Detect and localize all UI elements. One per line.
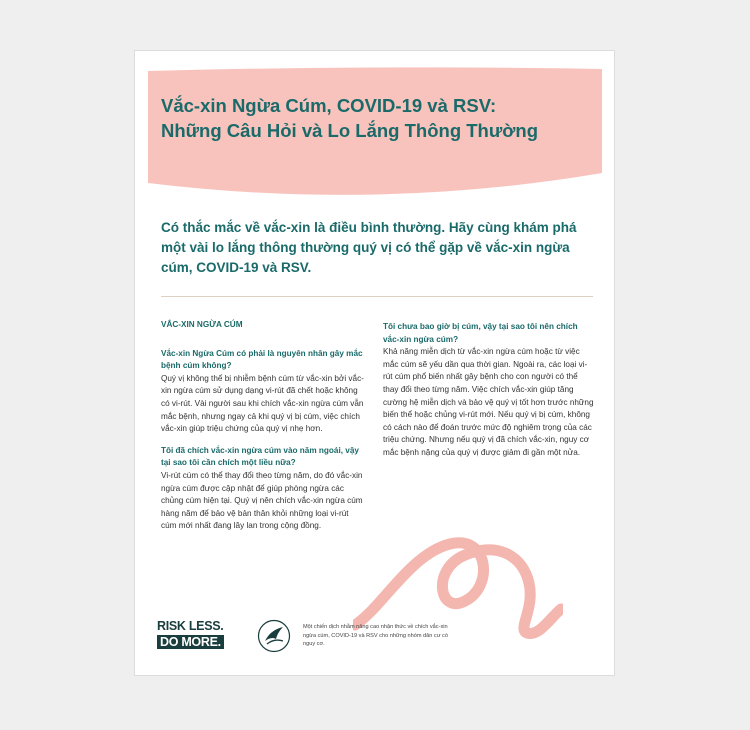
title-line-1: Vắc-xin Ngừa Cúm, COVID-19 và RSV: [161, 95, 497, 116]
section-title: VẮC-XIN NGỪA CÚM [161, 320, 243, 329]
question-3: Tôi chưa bao giờ bị cúm, vậy tại sao tôi nên chích vắc-xin ngừa cúm? [383, 322, 578, 344]
logo-line-2: DO MORE. [157, 635, 224, 649]
logo-line-1: RISK LESS. [157, 619, 224, 633]
answer-3: Khả năng miễn dịch từ vắc-xin ngừa cúm hoặc từ việc mắc cúm sẽ yếu dần qua thời gian. Ngoài ra, các loại vi-rút cúm phổ biến nhất gây bệnh cho con người có thể thay đổi theo từng năm. Việc chích vắc-xin giúp tăng cường hệ miễn dịch và bảo vệ quý vị tốt hơn trước những biến thể hoặc chủng vi-rút mới. Nếu quý vị bị cúm, không có cách nào để đoán trước mức độ nghiêm trọng của các triệu chứng. Nhưng nếu quý vị đã chích vắc-xin, nguy cơ mắc bệnh nặng của quý vị được giảm đi gần một nửa. [383, 347, 594, 457]
risk-less-do-more-logo [157, 619, 224, 649]
document-page [134, 50, 615, 676]
page-title [161, 93, 591, 143]
question-2: Tôi đã chích vắc-xin ngừa cúm vào năm ngoái, vậy tại sao tôi cần chích một liều nữa? [161, 445, 359, 468]
title-line-2: Những Câu Hỏi và Lo Lắng Thông Thường [161, 120, 539, 141]
question-1: Vắc-xin Ngừa Cúm có phải là nguyên nhân gây mắc bệnh cúm không? [161, 348, 363, 371]
divider [161, 296, 593, 297]
hhs-eagle-seal-icon [257, 619, 291, 658]
intro-paragraph: Có thắc mắc về vắc-xin là điều bình thường. Hãy cùng khám phá một vài lo lắng thông thường quý vị có thể gặp về vắc-xin ngừa cúm, COVID-19 và RSV. [161, 220, 577, 275]
footer-text: Một chiến dịch nhằm nâng cao nhận thức về chích vắc-xin ngừa cúm, COVID-19 và RSV cho những nhóm dân cư có nguy cơ. [303, 624, 448, 648]
answer-2: Vi-rút cúm có thể thay đổi theo từng năm, do đó vắc-xin ngừa cúm được cập nhật để giúp phòng ngừa các chủng cúm hiện tại. Quý vị nên chích vắc-xin ngừa cúm hàng năm để bảo vệ bản thân khỏi những loại vi-rút cúm mới nhất đang lây lan trong cộng đồng. [161, 470, 363, 531]
answer-1: Quý vị không thể bị nhiễm bệnh cúm từ vắc-xin bởi vắc-xin ngừa cúm sử dụng dạng vi-rút đã chết hoặc không có vi-rút. Vài người sau khi chích vắc-xin ngừa cúm vẫn mắc bệnh, nhưng ngay cả khi quý vị bị cúm, việc chích vắc-xin giúp triệu chứng của quý vị nhẹ hơn. [161, 373, 364, 434]
left-column [161, 319, 366, 533]
right-column [383, 321, 595, 460]
